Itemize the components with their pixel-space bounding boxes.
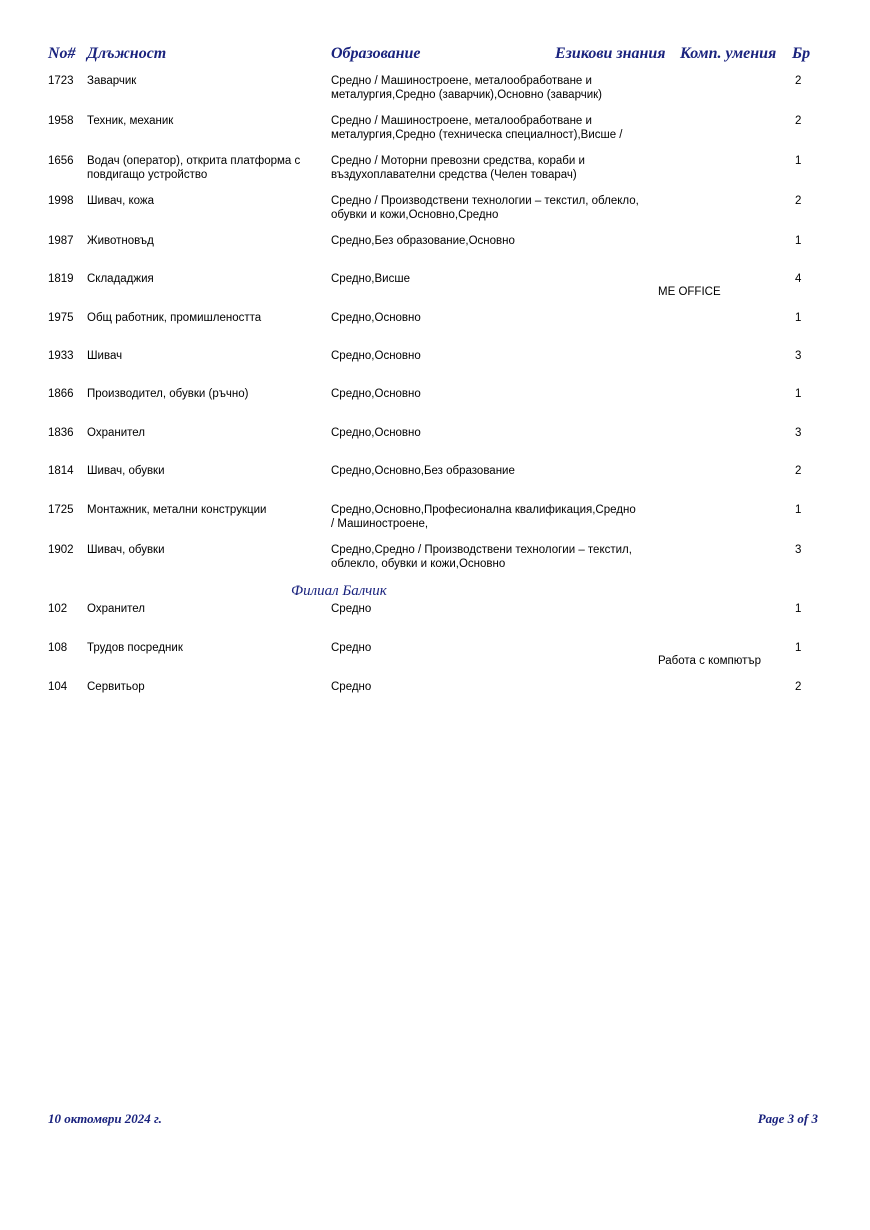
row-number: 1656 bbox=[48, 155, 74, 167]
row-position: Склададжия bbox=[87, 273, 154, 285]
row-position: Шивач, обувки bbox=[87, 465, 165, 477]
row-count: 3 bbox=[795, 350, 802, 362]
row-position: Сервитьор bbox=[87, 681, 145, 693]
row-education: Средно,Основно bbox=[331, 350, 421, 362]
footer-date: 10 октомври 2024 г. bbox=[48, 1111, 162, 1126]
row-position: Заварчик bbox=[87, 75, 137, 87]
row-education: Средно / Производствени технологии – текстил, облекло, обувки и кожи,Основно,Средно bbox=[331, 195, 639, 221]
row-education: Средно,Без образование,Основно bbox=[331, 235, 515, 247]
row-count: 1 bbox=[795, 155, 802, 167]
row-position: Животновъд bbox=[87, 235, 154, 247]
header-position: Длъжност bbox=[87, 45, 167, 62]
row-education: Средно bbox=[331, 603, 372, 615]
row-position: Общ работник, промишлеността bbox=[87, 312, 262, 324]
row-position: Шивач, обувки bbox=[87, 544, 165, 556]
row-education: Средно / Моторни превозни средства, кораби и въздухоплавателни средства (Челен товарач) bbox=[331, 155, 585, 181]
row-position: Техник, механик bbox=[87, 115, 174, 127]
row-number: 104 bbox=[48, 681, 68, 693]
row-count: 2 bbox=[795, 465, 802, 477]
row-count: 3 bbox=[795, 544, 802, 556]
row-count: 3 bbox=[795, 427, 802, 439]
row-position: Трудов посредник bbox=[87, 642, 183, 654]
row-education: Средно,Основно,Професионална квалификация,Средно / Машиностроене, bbox=[331, 504, 636, 530]
row-number: 1902 bbox=[48, 544, 74, 556]
row-position: Охранител bbox=[87, 603, 145, 615]
row-position: Монтажник, метални конструкции bbox=[87, 504, 267, 516]
header-languages: Езикови знания bbox=[555, 45, 666, 62]
row-count: 2 bbox=[795, 681, 802, 693]
row-position: Производител, обувки (ръчно) bbox=[87, 388, 249, 400]
row-number: 1819 bbox=[48, 273, 74, 285]
row-education: Средно bbox=[331, 681, 372, 693]
row-number: 1723 bbox=[48, 75, 74, 87]
row-education: Средно,Основно bbox=[331, 427, 421, 439]
header-no: No# bbox=[48, 45, 76, 62]
row-count: 2 bbox=[795, 195, 802, 207]
row-computer-skills: Работа с компютър bbox=[658, 655, 762, 667]
row-position: Шивач, кожа bbox=[87, 195, 154, 207]
row-education: Средно bbox=[331, 642, 372, 654]
branch-title: Филиал Балчик bbox=[291, 583, 387, 599]
row-number: 1814 bbox=[48, 465, 74, 477]
footer-page-number: Page 3 of 3 bbox=[757, 1111, 818, 1126]
row-count: 2 bbox=[795, 75, 802, 87]
row-count: 4 bbox=[795, 273, 802, 285]
header-computer-skills: Комп. умения bbox=[680, 45, 777, 62]
header-count: Бр bbox=[792, 45, 811, 62]
row-position: Шивач bbox=[87, 350, 123, 362]
row-number: 1975 bbox=[48, 312, 74, 324]
row-number: 1866 bbox=[48, 388, 74, 400]
row-computer-skills: ME OFFICE bbox=[658, 286, 721, 298]
row-count: 1 bbox=[795, 504, 802, 516]
row-education: Средно / Машиностроене, металообработване и металургия,Средно (заварчик),Основно (заварчик) bbox=[331, 75, 602, 101]
header-education: Образование bbox=[331, 45, 421, 62]
row-education: Средно / Машиностроене, металообработване и металургия,Средно (техническа специалност),Висше / bbox=[331, 115, 623, 141]
row-count: 1 bbox=[795, 388, 802, 400]
row-position: Водач (оператор), открита платформа с повдигащо устройство bbox=[87, 155, 301, 181]
row-count: 1 bbox=[795, 603, 802, 615]
row-education: Средно,Основно,Без образование bbox=[331, 465, 515, 477]
row-education: Средно,Основно bbox=[331, 388, 421, 400]
row-education: Средно,Основно bbox=[331, 312, 421, 324]
row-education: Средно,Средно / Производствени технологии – текстил, облекло, обувки и кожи,Основно bbox=[331, 544, 632, 570]
row-number: 1958 bbox=[48, 115, 74, 127]
row-number: 1836 bbox=[48, 427, 74, 439]
row-count: 1 bbox=[795, 235, 802, 247]
row-number: 1725 bbox=[48, 504, 74, 516]
row-count: 2 bbox=[795, 115, 802, 127]
row-number: 1987 bbox=[48, 235, 74, 247]
row-number: 108 bbox=[48, 642, 68, 654]
row-count: 1 bbox=[795, 312, 802, 324]
row-education: Средно,Висше bbox=[331, 273, 410, 285]
row-number: 1998 bbox=[48, 195, 74, 207]
row-number: 1933 bbox=[48, 350, 74, 362]
row-count: 1 bbox=[795, 642, 802, 654]
row-number: 102 bbox=[48, 603, 68, 615]
row-position: Охранител bbox=[87, 427, 145, 439]
